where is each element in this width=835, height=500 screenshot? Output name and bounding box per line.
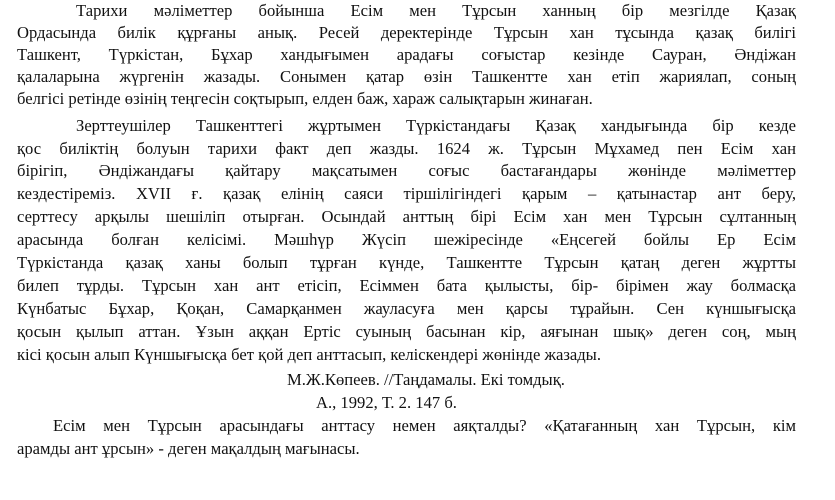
- paragraph-line: Тарихи мәліметтер бойынша Есім мен Тұрсын ханның бір мезгілде Қазақ: [76, 1, 796, 20]
- paragraph-line: қосын қылып аттан. Ұзын аққан Ертіс суының басынан кір, аяғынан шық» деген соң, мың: [17, 322, 796, 341]
- paragraph-line: қос биліктің болуын тарихи факт деп жазды. 1624 ж. Тұрсын Мұхамед пен Есім хан: [17, 139, 796, 158]
- paragraph-line: кездестіреміз. XVII ғ. қазақ елінің саяси тіршілігіндегі қарым – қатынастар ант беру,: [17, 184, 796, 203]
- paragraph-line: бірігіп, Әндіжандағы қайтару мақсатымен соғыс бастағандары жөнінде мәліметтер: [17, 161, 796, 180]
- paragraph-line: белгісі ретінде өзінің теңгесін соқтырып, елден баж, хараж салықтарын жинаған.: [17, 89, 593, 108]
- paragraph-line: Күнбатыс Бұхар, Қоқан, Самарқанмен жауласуға мен қарсы тұрайын. Сен күншығысқа: [17, 299, 796, 318]
- paragraph-line: Түркістанда қазақ ханы болып тұрған күнде, Ташкентте Тұрсын қатаң деген жұртты: [17, 253, 796, 272]
- paragraph-line: арасында болған келісімі. Мәшһүр Жүсіп шежіресінде «Еңсегей бойлы Ер Есім: [17, 230, 796, 249]
- question-line: Есім мен Тұрсын арасындағы анттасу немен аяқталды? «Қатағанның хан Тұрсын, кім: [53, 416, 796, 435]
- paragraph-line: қалаларына жүргенін жазады. Сонымен қатар өзін Ташкентте хан етіп жариялап, соның: [17, 67, 796, 86]
- paragraph-line: Зерттеушілер Ташкенттегі жұртымен Түркістандағы Қазақ хандығында бір кезде: [76, 116, 796, 135]
- paragraph-line: билеп тұрды. Тұрсын хан ант етісіп, Есіммен бата қылысты, бір- бірімен жау болмасқа: [17, 276, 796, 295]
- question-line: арамды ант ұрсын» - деген мақалдың мағынасы.: [17, 439, 360, 458]
- paragraph-line: серттесу арқылы шешіліп отырған. Осындай анттың бірі Есім хан мен Тұрсын сұлтанның: [17, 207, 796, 226]
- paragraph-line: Ордасында билік құрғаны анық. Ресей деректерінде Тұрсын хан тұсында қазақ билігі: [17, 23, 796, 42]
- citation-source: М.Ж.Көпеев. //Таңдамалы. Екі томдық.: [287, 370, 565, 389]
- paragraph-line: Ташкент, Түркістан, Бұхар хандығымен арадағы соғыстар кезінде Сауран, Әндіжан: [17, 45, 796, 64]
- citation-publication: А., 1992, Т. 2. 147 б.: [316, 393, 457, 412]
- paragraph-line: кісі қосын алып Күншығысқа бет қой деп анттасып, келіскендері жөнінде жазады.: [17, 345, 601, 364]
